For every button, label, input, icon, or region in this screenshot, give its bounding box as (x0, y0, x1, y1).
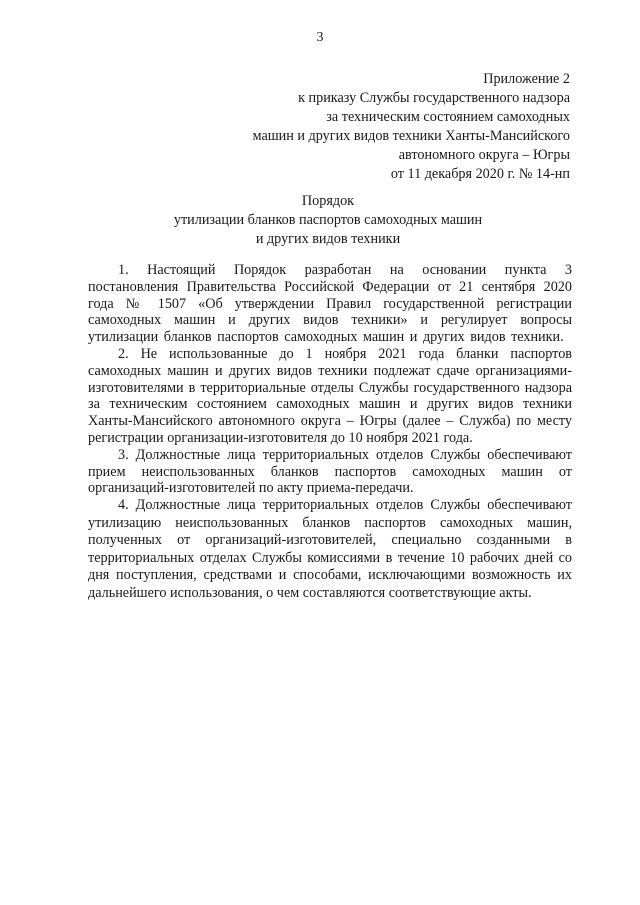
paragraph-3: 3. Должностные лица территориальных отделов Службы обеспечивают прием неиспользованных бланков паспортов самоходных машин от организаций-изготовителей по акту приема-передачи. (88, 446, 572, 497)
page-number: 3 (316, 30, 324, 45)
document-title (88, 192, 568, 249)
appendix-line: к приказу Службы государственного надзора (298, 90, 570, 106)
title-line: Порядок (301, 193, 355, 209)
appendix-line: Приложение 2 (483, 71, 570, 87)
appendix-line: машин и других видов техники Ханты-Мансийского (252, 128, 570, 144)
appendix-line: автономного округа – Югры (398, 147, 570, 163)
appendix-line: от 11 декабря 2020 г. № 14-нп (390, 166, 570, 182)
paragraph-4: 4. Должностные лица территориальных отделов Службы обеспечивают утилизацию неиспользованных бланков паспортов самоходных машин, полученных от организаций-изготовителей, специально созданными в территориальных отделах Службы комиссиями в течение 10 рабочих дней со дня поступления, средствами и способами, исключающими возможность их дальнейшего использования, о чем составляются соответствующие акты. (88, 497, 572, 601)
appendix-header (190, 70, 570, 184)
document-body (88, 262, 572, 602)
title-line: утилизации бланков паспортов самоходных машин (173, 212, 483, 228)
title-line: и других видов техники (255, 231, 401, 247)
paragraph-1: 1. Настоящий Порядок разработан на основании пункта 3 постановления Правительства Российской Федерации от 21 сентября 2020 года № 1507 «Об утверждении Правил государственной регистрации самоходных машин и других видов техники» и регулирует вопросы утилизации бланков паспортов самоходных машин и других видов техники. (88, 262, 572, 346)
appendix-line: за техническим состоянием самоходных (326, 109, 570, 125)
paragraph-2: 2. Не использованные до 1 ноября 2021 года бланки паспортов самоходных машин и других видов техники подлежат сдаче организациями-изготовителями в территориальные отделы Службы государственного надзора за техническим состоянием самоходных машин и других видов техники Ханты-Мансийского автономного округа – Югры (далее – Служба) по месту регистрации организации-изготовителя до 10 ноября 2021 года. (88, 345, 572, 446)
